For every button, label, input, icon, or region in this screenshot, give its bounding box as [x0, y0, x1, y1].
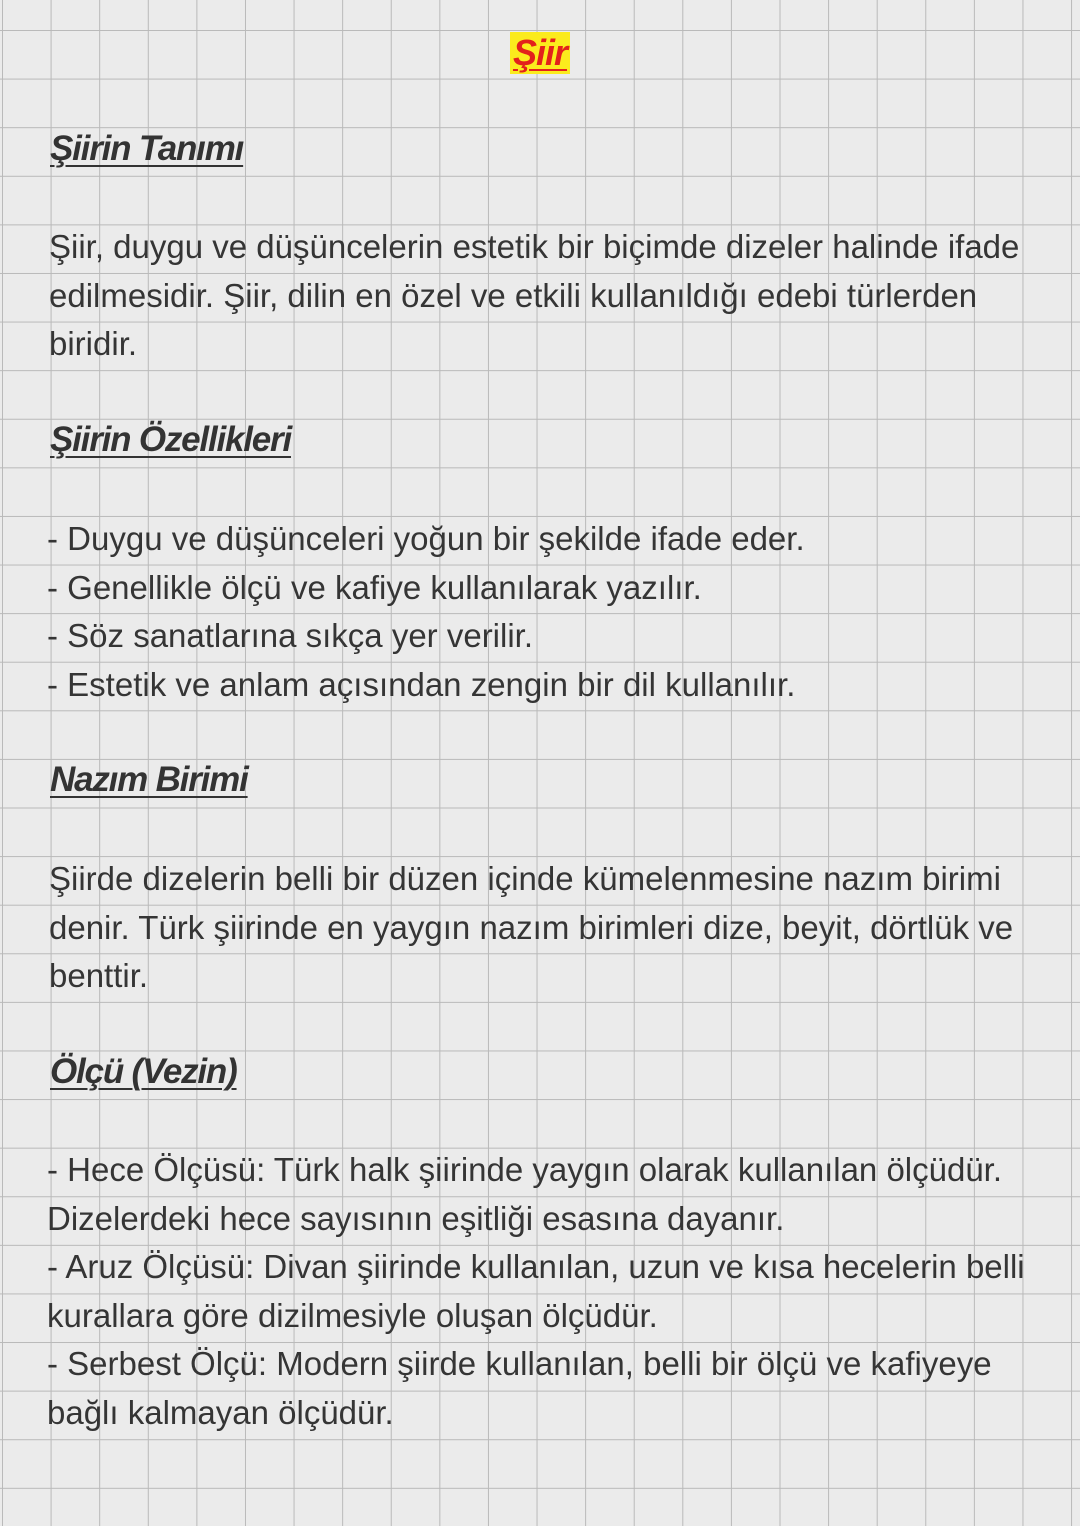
list-siirin-ozellikleri — [47, 515, 1047, 709]
list-item: - Söz sanatlarına sıkça yer verilir. — [47, 617, 534, 655]
paragraph-nazim-birimi: Şiirde dizelerin belli bir düzen içinde kümelenmesine nazım birimi denir. Türk şiirinde en yaygın nazım birimleri dize, beyit, dörtlük ve benttir. — [49, 860, 1014, 995]
list-olcu-turleri — [47, 1146, 1037, 1438]
heading-siirin-ozellikleri: Şiirin Özellikleri — [50, 420, 292, 459]
heading-olcu-vezin: Ölçü (Vezin) — [50, 1052, 237, 1091]
list-item: - Duygu ve düşünceleri yoğun bir şekilde ifade eder. — [47, 520, 805, 557]
list-item: - Genellikle ölçü ve kafiye kullanılarak yazılır. — [47, 568, 702, 606]
title-container — [0, 32, 1080, 74]
list-item: - Hece Ölçüsü: Türk halk şiirinde yaygın olarak kullanılan ölçüdür. Dizelerdeki hece sayısının eşitliği esasına dayanır. — [47, 1151, 1003, 1237]
list-item: - Estetik ve anlam açısından zengin bir dil kullanılır. — [47, 665, 796, 703]
list-item: - Aruz Ölçüsü: Divan şiirinde kullanılan, uzun ve kısa hecelerin belli kurallara göre dizilmesiyle oluşan ölçüdür. — [47, 1248, 1025, 1334]
heading-nazim-birimi: Nazım Birimi — [50, 760, 248, 799]
heading-siirin-tanimi: Şiirin Tanımı — [50, 129, 244, 168]
list-item: - Serbest Ölçü: Modern şiirde kullanılan, belli bir ölçü ve kafiyeye bağlı kalmayan ölçüdür. — [47, 1345, 992, 1431]
page-title: Şiir — [510, 32, 570, 74]
paragraph-siirin-tanimi: Şiir, duygu ve düşüncelerin estetik bir biçimde dizeler halinde ifade edilmesidir. Şiir, dilin en özel ve etkili kullanıldığı edebi türlerden biridir. — [49, 228, 1020, 363]
